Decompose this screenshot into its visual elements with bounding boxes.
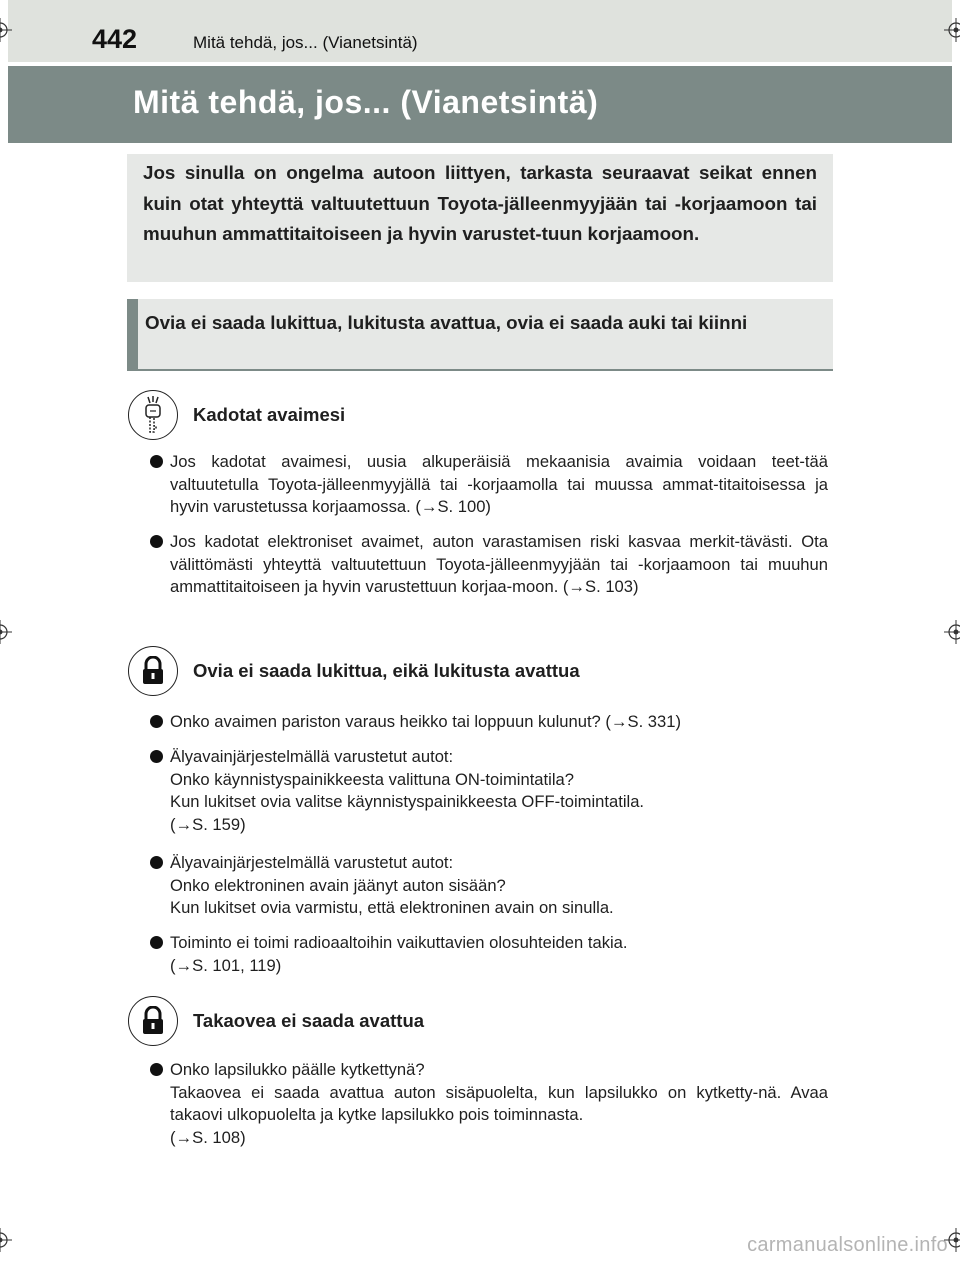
bullet-text: Takaovea ei saada avattua auton sisäpuolelta, kun lapsilukko on kytketty-nä. Avaa takaovi ulkopuolelta ja kytke lapsilukko pois toiminnasta. [170,1082,828,1124]
bullet-dot [150,535,163,548]
bullet-dot [150,750,163,763]
bullet-text: Kun lukitset ovia valitse käynnistyspainikkeesta OFF-toimintatila. [170,792,645,811]
bullet-text: Jos kadotat elektroniset avaimet, auton varastamisen riski kasvaa merkit-tävästi. Ota välittömästi yhteyttä valtuutettuun Toyota-jälleenmyyjään tai -korjaamoon tai muuhun ammattitaitoiseen ja hyvin varustettuun korjaa-moon. (→S. 103) [170,532,828,596]
intro-text: Jos sinulla on ongelma autoon liittyen, tarkasta seuraavat seikat ennen kuin otat yhteyttä valtuutettuun Toyota-jälleenmyyjään tai -korjaamoon tai muuhun ammattitaitoiseen ja hyvin varustet-tuun korjaamoon. [143,162,817,244]
watermark: carmanualsonline.info [747,1234,948,1256]
bullet-text: (→S. 159) [170,814,246,834]
list-item [150,852,828,920]
registration-mark [0,18,12,42]
bullet-text: Älyavainjärjestelmällä varustetut autot: [170,853,454,872]
running-head: Mitä tehdä, jos... (Vianetsintä) [193,33,418,52]
bullet-dot [150,715,163,728]
lock-icon [128,996,178,1046]
subhead-rear-door [128,996,424,1046]
list-item [150,531,828,599]
header-band [8,0,952,62]
bullet-text: Onko elektroninen avain jäänyt auton sisään? [170,875,506,895]
bullet-dot [150,936,163,949]
bullet-text: Onko avaimen pariston varaus heikko tai loppuun kulunut? (→S. 331) [170,712,682,731]
bullet-dot [150,856,163,869]
bullet-text: Kun lukitset ovia varmistu, että elektroninen avain on sinulla. [170,898,614,917]
registration-mark [0,620,12,644]
subhead-cannot-lock [128,646,580,696]
list-item [150,746,828,836]
bullet-text: Onko lapsilukko päälle kytkettynä? [170,1060,425,1079]
bullet-text: Jos kadotat avaimesi, uusia alkuperäisiä mekaanisia avaimia voidaan teet-tää valtuutetulla Toyota-jälleenmyyjällä tai -korjaamolla tai muussa ammat-titaitoisessa ja hyvin varustetussa korjaamossa. (→S. 100) [170,452,828,516]
subhead-label: Takaovea ei saada avattua [193,1010,425,1031]
bullet-text: Onko käynnistyspainikkeesta valittuna ON-toimintatila? [170,769,574,789]
bullet-text: (→S. 101, 119) [170,955,282,975]
registration-mark [0,1228,12,1252]
page-title: Mitä tehdä, jos... (Vianetsintä) [133,84,599,120]
list-item [150,451,828,519]
list-item [150,1059,828,1149]
subhead-label: Kadotat avaimesi [193,404,346,425]
subhead-lost-keys [128,390,345,440]
lock-icon [128,646,178,696]
key-icon [128,390,178,440]
bullet-text: Toiminto ei toimi radioaaltoihin vaikuttavien olosuhteiden takia. [170,933,628,952]
bullet-dot [150,455,163,468]
bullet-text: (→S. 108) [170,1127,246,1147]
list-item [150,711,828,734]
bullet-text: Älyavainjärjestelmällä varustetut autot: [170,747,454,766]
section-heading-box [127,299,833,371]
page-number: 442 [92,24,138,54]
intro-box [127,154,833,282]
bullet-dot [150,1063,163,1076]
registration-mark [944,18,960,42]
list-item [150,932,828,977]
section-heading: Ovia ei saada lukittua, lukitusta avattua, ovia ei saada auki tai kiinni [145,312,748,333]
subhead-label: Ovia ei saada lukittua, eikä lukitusta avattua [193,660,580,681]
registration-mark [944,620,960,644]
